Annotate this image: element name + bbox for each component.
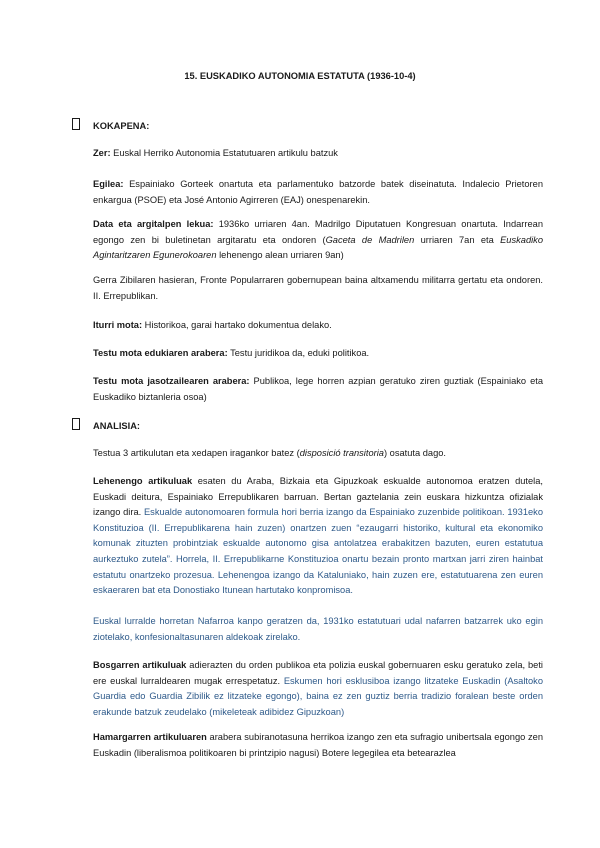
label-edukia: Testu mota edukiaren arabera: [93,348,228,358]
text-nafarroa: Euskal lurralde horretan Nafarroa kanpo geratzen da, 1931ko estatutuari udal nafarren batzarrek uko egin ziotelako, konfesionaltasunaren aldekoak zirelako. [93,616,543,642]
text-intro-2: ) osatuta dago. [383,448,446,458]
paragraph-zer [93,146,543,162]
text-lehenengo-note: Eskualde autonomoaren formula hori berria izango da Espainiako zuzenbide politikoan. 1931eko Konstituzioa (II. Errepublikarena hain zuzen) onartzen zuen “ezaugarri historiko, kultural eta ekonomiko komunak zituzten probintziak eskualde autonomo gisa antolatzea erabakitzen bazuten, euren estatutua aurkeztuko zutela”. Horrela, II. Errepublikarne Konstituzioa onartu bezain pronto martxan jarri ziren hainbat estatutu onartzeko prozesua. Lehenengoa izango da Kataluniako, hain zuzen ere, estatutuarena zen euren eskaeraren bat eta Donostiako Itunean hartutako konpromisoa. [93,507,543,596]
paragraph-jasotzailea [93,374,543,405]
section-heading-kokapena [72,118,149,135]
text-data-1: 1936ko urriaren 4an. Madrilgo Diputatuen Kongresuan onartuta. Indarrean egongo zen bi buletinetan argitaratu eta ondoren ( [93,219,543,245]
paragraph-iturri [93,318,543,334]
text-edukia: Testu juridikoa da, eduki politikoa. [227,348,370,358]
paragraph-intro [93,446,543,462]
paragraph-egilea [93,177,543,208]
text-data-3: lehenengo alean urriaren 9an) [216,250,344,261]
text-bosgarren: adierazten du orden publikoa eta polizia euskal gobernuaren esku geratuko zela, beti ere euskal lurraldearen mugak errespetatuz. [93,660,543,686]
text-intro-1: Testua 3 artikulutan eta xedapen iragankor batez ( [93,448,300,458]
paragraph-gerra [93,273,543,304]
text-egilea: Espainiako Gorteek onartuta eta parlamentuko batzorde batek diseinatuta. Indalecio Prietoren enkargua (PSOE) eta José Antonio Agirreren (EAJ) onespenarekin. [93,179,543,205]
label-bosgarren: Bosgarren artikuluak [93,660,187,670]
paragraph-data [93,217,543,264]
text-iturri: Historikoa, garai hartako dokumentua delako. [142,320,332,330]
heading-text: KOKAPENA: [93,121,150,131]
text-zer: Euskal Herriko Autonomia Estatutuaren artikulu batzuk [110,148,338,158]
paragraph-lehenengo [93,474,543,599]
label-zer: Zer: [93,148,111,158]
heading-text: ANALISIA: [93,421,140,431]
label-lehenengo: Lehenengo artikuluak [93,476,193,486]
text-data-italic-2: Euskadiko Agintaritzaren Egunerokoaren [93,234,544,261]
label-data: Data eta argitalpen lekua: [93,219,214,229]
text-lehenengo: esaten du Araba, Bizkaia eta Gipuzkoak eskualde autonomoa eratzen dutela, Euskadi deitura, Espainiako Errepublikaren barruan. Bertan gaztelania zein euskara hizkuntza ofizialak izango dira. [93,476,543,518]
label-egilea: Egilea: [93,179,124,189]
text-hamargarren: arabera subiranotasuna herrikoa izango zen eta sufragio unibertsala egongo zen Euskadin (liberalismoa politikoaren bi printzipio nagusi) Botere legegilea eta betearazlea [93,732,543,758]
label-iturri: Iturri mota: [93,320,143,330]
bullet-box-icon [72,118,80,130]
text-intro-italic: disposició transitoria [299,448,384,458]
text-gerra: Gerra Zibilaren hasieran, Fronte Popularraren gobernupean baina altxamendu militarra gertatu eta ondoren. II. Errepublikan. [93,275,543,301]
section-heading-analisia [72,418,140,435]
label-jasotzailea: Testu mota jasotzailearen arabera: [93,376,250,386]
text-data-italic-1: Gaceta de Madrilen [325,234,415,245]
paragraph-edukia [93,346,543,362]
bullet-box-icon [72,418,80,430]
paragraph-nafarroa [93,614,543,645]
paragraph-bosgarren [93,658,543,720]
label-hamargarren: Hamargarren artikuluaren [93,732,207,742]
text-jasotzailea: Publikoa, lege horren azpian geratuko ziren guztiak (Espainiako eta Euskadiko biztanleria osoa) [93,376,543,402]
text-bosgarren-note: Eskumen hori esklusiboa izango litzateke Euskadin (Asaltoko Guardia edo Guardia Zibilik ez litzateke egongo), baina ez zen guztiz berria tradizio foralean beste orden erakunde batzuk zeudelako (mikeleteak adibidez Gipuzkoan) [93,675,543,717]
page-title: 15. EUSKADIKO AUTONOMIA ESTATUTA (1936-10-4) [184,71,416,81]
paragraph-hamargarren [93,730,543,761]
text-data-2: urriaren 7an eta [414,234,501,245]
